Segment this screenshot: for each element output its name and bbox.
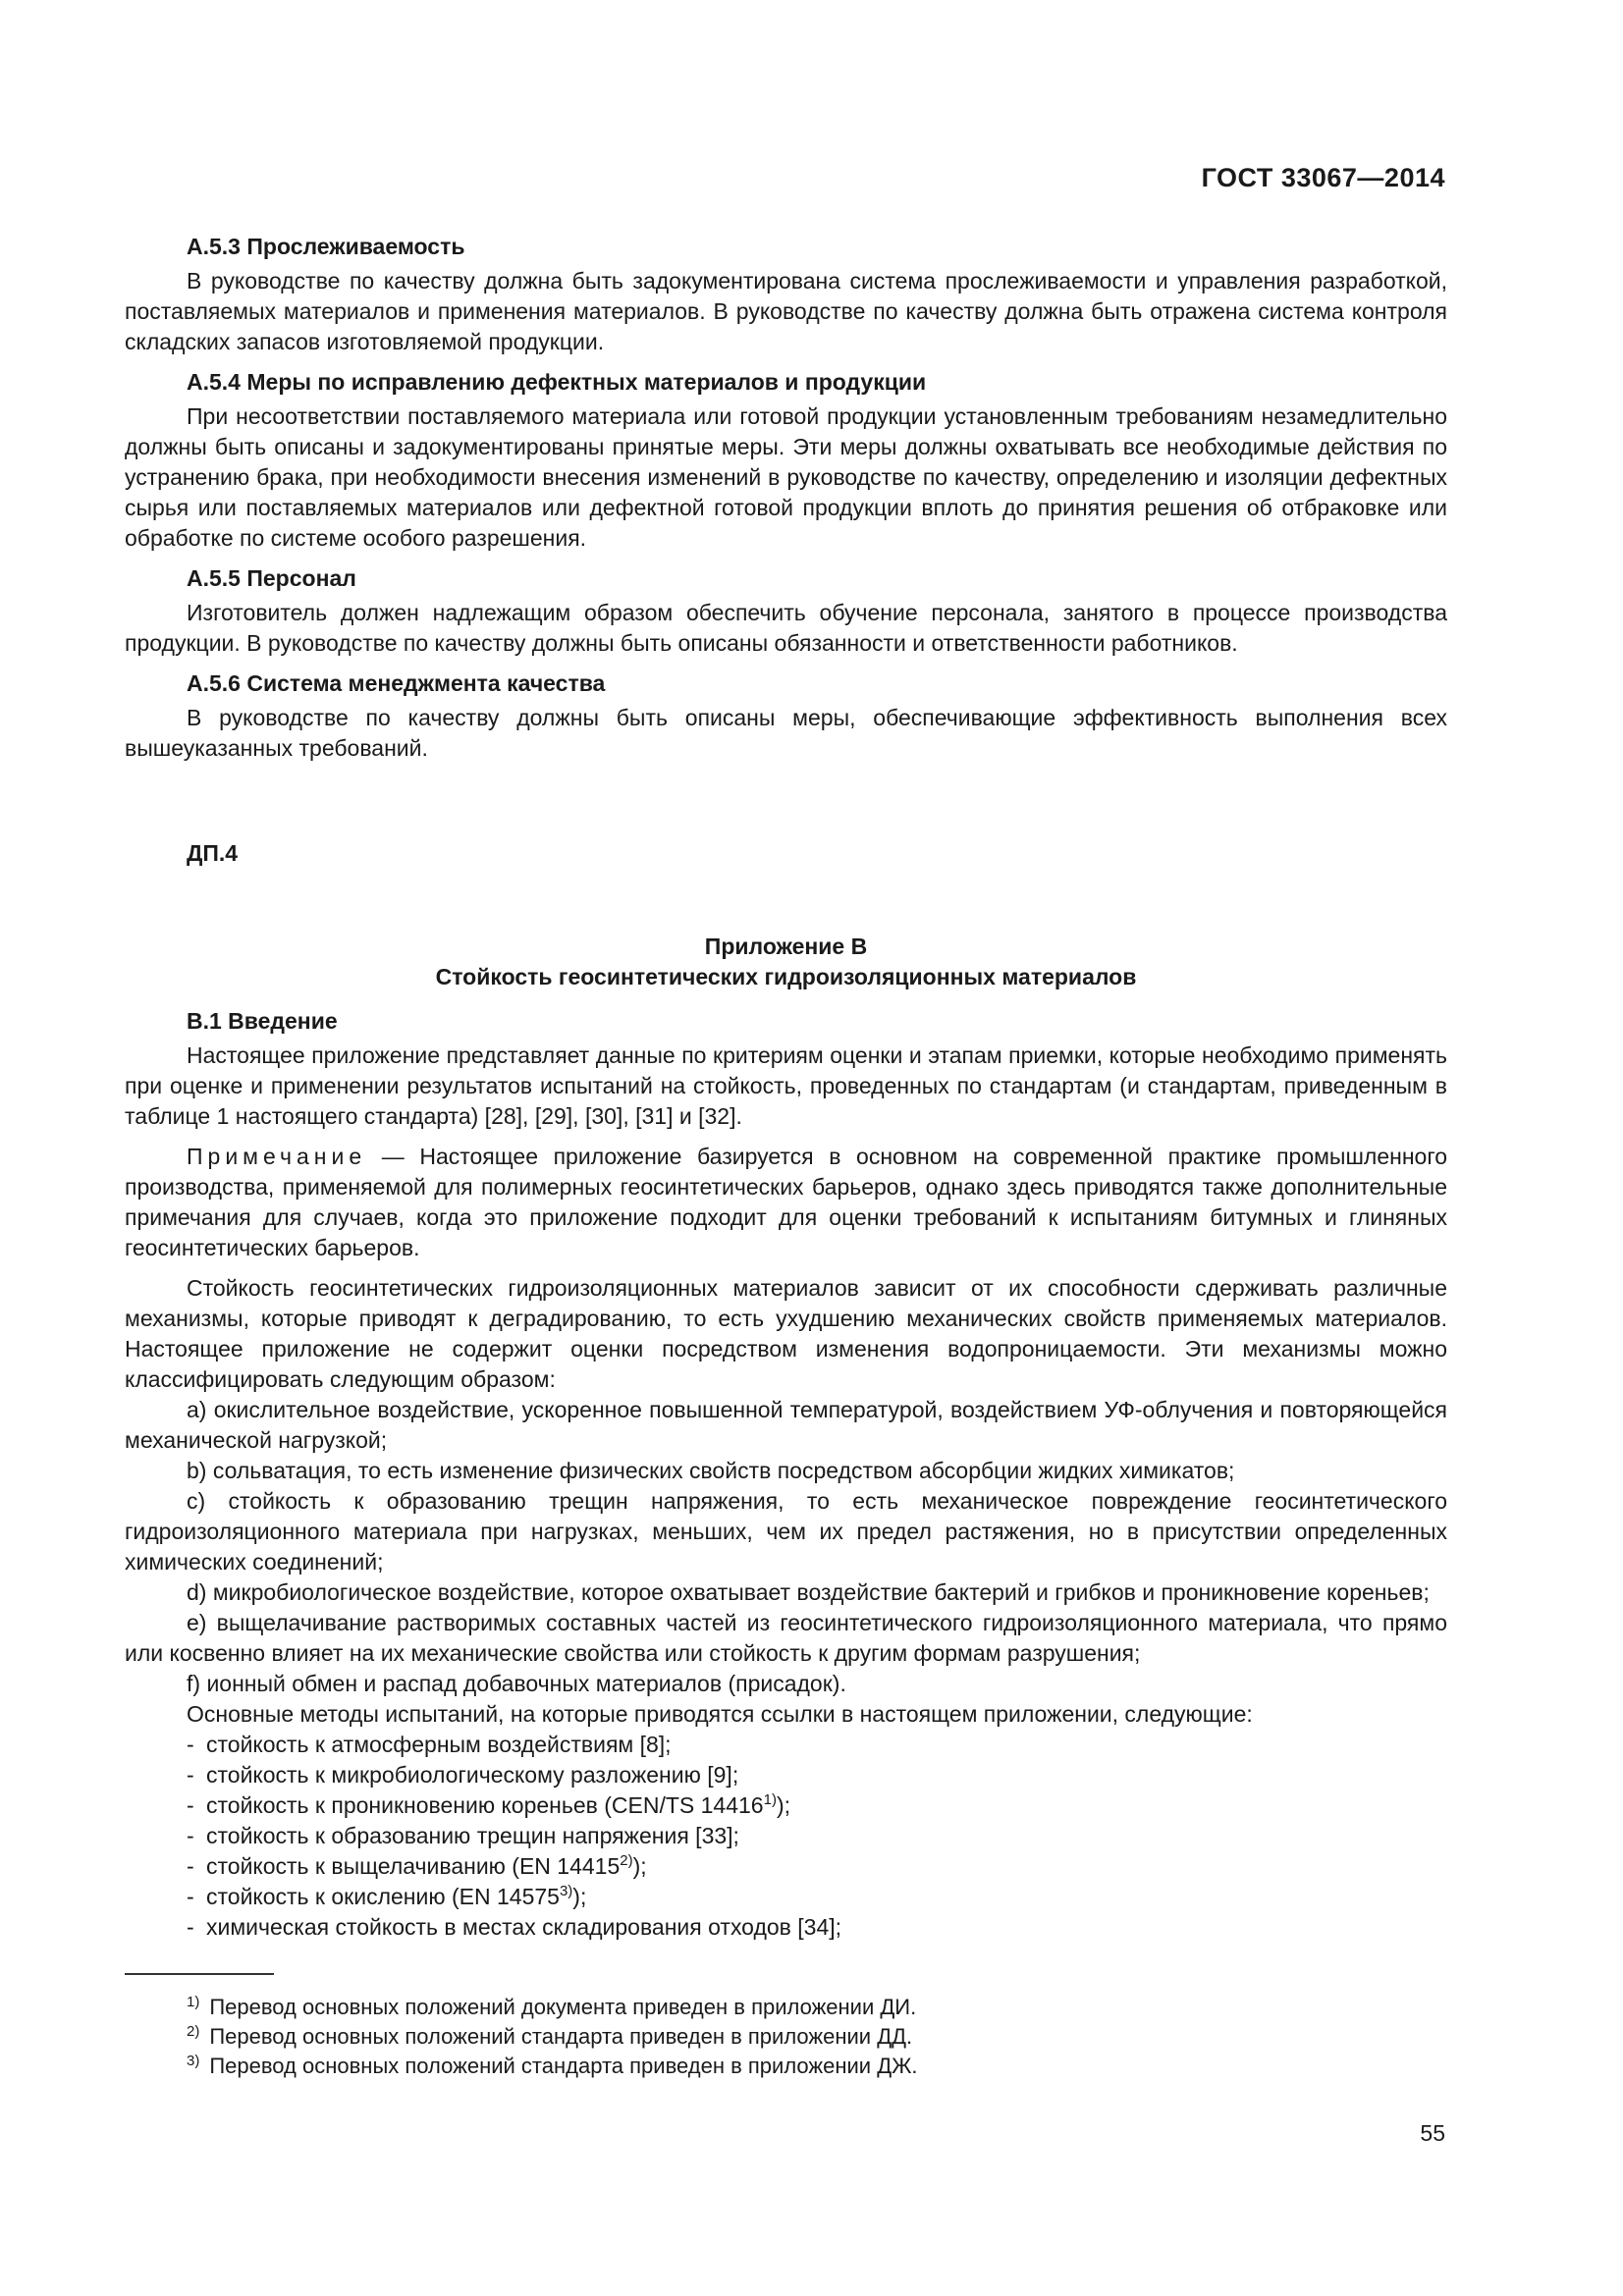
durability-paragraph: Стойкость геосинтетических гидроизоляционных материалов зависит от их способности сдерживать различные механизмы, которые приводят к деградированию, то есть ухудшению механических свойств применяемых материалов. Настоящее приложение не содержит оценки посредством изменения водопроницаемости. Эти механизмы можно классифицировать следующим образом:: [125, 1275, 1447, 1392]
mechanisms-list: [125, 1395, 1447, 1699]
method-item: - стойкость к выщелачиванию (EN 14415$^{2)}$);: [187, 1852, 647, 1879]
mechanism-item: b) сольватация, то есть изменение физических свойств посредством абсорбции жидких химикатов;: [187, 1458, 1235, 1483]
footnote: $^{3)}$ Перевод основных положений стандарта приведен в приложении ДЖ.: [187, 2053, 918, 2078]
section-b1-heading: В.1 Введение: [187, 1008, 338, 1034]
footnote-ref: 1): [763, 1791, 777, 1808]
method-item: - стойкость к микробиологическому разложению [9];: [187, 1762, 739, 1788]
mechanism-item: f) ионный обмен и распад добавочных материалов (присадок).: [187, 1671, 846, 1696]
section-b1-text: Настоящее приложение представляет данные по критериям оценки и этапам приемки, которые необходимо применять при оценке и применении результатов испытаний на стойкость, проведенных по стандартам (и стандартам, приведенным в таблице 1 настоящего стандарта) [28], [29], [30], [31] и [32].: [125, 1042, 1447, 1129]
appendix-title: Приложение В: [704, 934, 868, 959]
section-a53-heading: А.5.3 Прослеживаемость: [187, 234, 465, 259]
section-a55-heading: А.5.5 Персонал: [187, 565, 356, 591]
document-code: ГОСТ 33067—2014: [1201, 163, 1445, 192]
method-item: - стойкость к окислению (EN 14575$^{3)}$);: [187, 1883, 587, 1909]
dp-marker: ДП.4: [187, 840, 239, 866]
footnote-ref: 2): [620, 1852, 633, 1869]
note-label: Примечание: [187, 1144, 367, 1169]
mechanism-item: a) окислительное воздействие, ускоренное повышенной температурой, воздействием УФ-облучения и повторяющейся механической нагрузкой;: [125, 1397, 1447, 1453]
mechanism-item: e) выщелачивание растворимых составных частей из геосинтетического гидроизоляционного материала, что прямо или косвенно влияет на их механические свойства или стойкость к другим формам разрушения;: [125, 1610, 1447, 1666]
method-item: - стойкость к образованию трещин напряжения [33];: [187, 1823, 739, 1848]
section-a55-text: Изготовитель должен надлежащим образом обеспечить обучение персонала, занятого в процессе производства продукции. В руководстве по качеству должны быть описаны обязанности и ответственности работников.: [125, 600, 1447, 656]
section-a56-heading: А.5.6 Система менеджмента качества: [187, 670, 606, 696]
methods-list: [125, 1730, 1447, 1943]
footnotes: [187, 1993, 918, 2081]
footnote: $^{1)}$ Перевод основных положений документа приведен в приложении ДИ.: [187, 1994, 917, 2019]
method-item: - стойкость к атмосферным воздействиям [8];: [187, 1732, 672, 1757]
note-text: — Настоящее приложение базируется в основном на современной практике промышленного производства, применяемой для полимерных геосинтетических барьеров, однако здесь приводятся также дополнительные примечания для случаев, когда это приложение подходит для оценки требований к испытаниям битумных и глиняных геосинтетических барьеров.: [125, 1144, 1447, 1260]
appendix-subtitle: Стойкость геосинтетических гидроизоляционных материалов: [435, 964, 1137, 989]
method-item: - стойкость к проникновению кореньев (CEN/TS 14416$^{1)}$);: [187, 1791, 791, 1818]
footnote-ref: 3): [559, 1883, 573, 1899]
footnote-divider: [125, 1973, 274, 1975]
methods-intro: Основные методы испытаний, на которые приводятся ссылки в настоящем приложении, следующие:: [187, 1701, 1253, 1727]
note-paragraph: [125, 1142, 1447, 1263]
method-item: - химическая стойкость в местах складирования отходов [34];: [187, 1914, 842, 1940]
page-number: 55: [1420, 2120, 1445, 2146]
section-a56-text: В руководстве по качеству должны быть описаны меры, обеспечивающие эффективность выполнения всех вышеуказанных требований.: [125, 705, 1447, 761]
mechanism-item: d) микробиологическое воздействие, которое охватывает воздействие бактерий и грибков и проникновение кореньев;: [187, 1579, 1430, 1605]
section-a54-heading: А.5.4 Меры по исправлению дефектных материалов и продукции: [187, 369, 927, 395]
page-content: [125, 232, 1447, 1943]
mechanism-item: c) стойкость к образованию трещин напряжения, то есть механическое повреждение геосинтетического гидроизоляционного материала при нагрузках, меньших, чем их предел растяжения, но в присутствии определенных химических соединений;: [125, 1488, 1447, 1575]
section-a54-text: При несоответствии поставляемого материала или готовой продукции установленным требованиям незамедлительно должны быть описаны и задокументированы принятые меры. Эти меры должны охватывать все необходимые действия по устранению брака, при необходимости внесения изменений в руководстве по качеству, определению и изоляции дефектных сырья или поставляемых материалов или дефектной готовой продукции вплоть до принятия решения об отбраковке или обработке по системе особого разрешения.: [125, 403, 1447, 551]
footnote: $^{2)}$ Перевод основных положений стандарта приведен в приложении ДД.: [187, 2023, 913, 2049]
section-a53-text: В руководстве по качеству должна быть задокументирована система прослеживаемости и управления разработкой, поставляемых материалов и применения материалов. В руководстве по качеству должна быть отражена система контроля складских запасов изготовляемой продукции.: [125, 268, 1447, 354]
